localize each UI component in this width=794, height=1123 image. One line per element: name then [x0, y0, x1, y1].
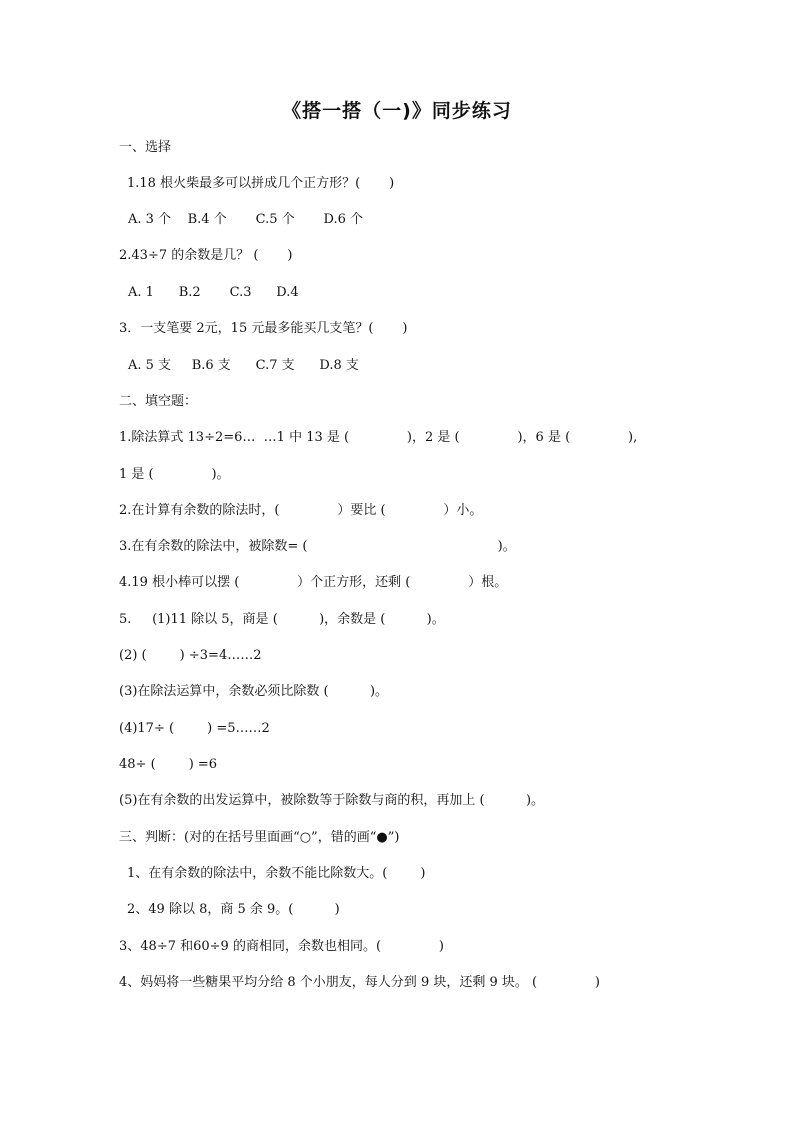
fill-question-5-6: (5)在有余数的出发运算中，被除数等于除数与商的积，再加上 ( )。: [119, 793, 545, 808]
choice-question-3-options: A. 5 支 B.6 支 C.7 支 D.8 支: [128, 358, 359, 373]
fill-question-1-continued: 1 是 ( )。: [119, 467, 230, 482]
judge-question-4: 4、妈妈将一些糖果平均分给 8 个小朋友，每人分到 9 块，还剩 9 块。 ( ): [119, 975, 601, 990]
choice-question-1-options: A. 3 个 B.4 个 C.5 个 D.6 个: [128, 212, 364, 227]
fill-question-5-3: (3)在除法运算中，余数必须比除数 ( )。: [119, 684, 389, 699]
fill-question-5-1: 5. (1)11 除以 5，商是 ( )，余数是 ( )。: [119, 612, 445, 627]
choice-question-2-options: A. 1 B.2 C.3 D.4: [128, 285, 299, 300]
fill-question-5-2: (2) ( ) ÷3=4……2: [119, 648, 262, 663]
page-title: 《搭一搭（一)》同步练习: [282, 100, 512, 122]
judge-question-1: 1、在有余数的除法中，余数不能比除数大。( ): [127, 866, 426, 881]
section-heading-fill: 二、填空题：: [119, 394, 198, 409]
fill-question-4: 4.19 根小棒可以摆 ( ）个正方形，还剩 ( ）根。: [119, 575, 508, 590]
section-heading-choice: 一、选择: [119, 140, 172, 155]
judge-question-2: 2、49 除以 8，商 5 余 9。( ): [127, 902, 340, 917]
fill-question-5-4: (4)17÷ ( ) =5……2: [119, 721, 270, 736]
fill-question-2: 2.在计算有余数的除法时，( ）要比 ( ）小。: [119, 503, 483, 518]
judge-question-3: 3、48÷7 和60÷9 的商相同，余数也相同。( ): [119, 939, 444, 954]
fill-question-5-5: 48÷ ( ) =6: [119, 757, 218, 772]
choice-question-3: 3．一支笔要 2元，15 元最多能买几支笔？( ): [119, 321, 408, 336]
choice-question-1: 1.18 根火柴最多可以拼成几个正方形？( ): [127, 176, 395, 191]
choice-question-2: 2.43÷7 的余数是几？ ( ): [119, 248, 293, 263]
fill-question-1: 1.除法算式 13÷2=6… …1 中 13 是 ( )，2 是 ( )，6 是 ( ),: [119, 430, 638, 445]
fill-question-3: 3.在有余数的除法中，被除数= ( )。: [119, 539, 516, 554]
section-heading-judge: 三、判断：(对的在括号里面画“○”，错的画“●”): [119, 830, 400, 845]
